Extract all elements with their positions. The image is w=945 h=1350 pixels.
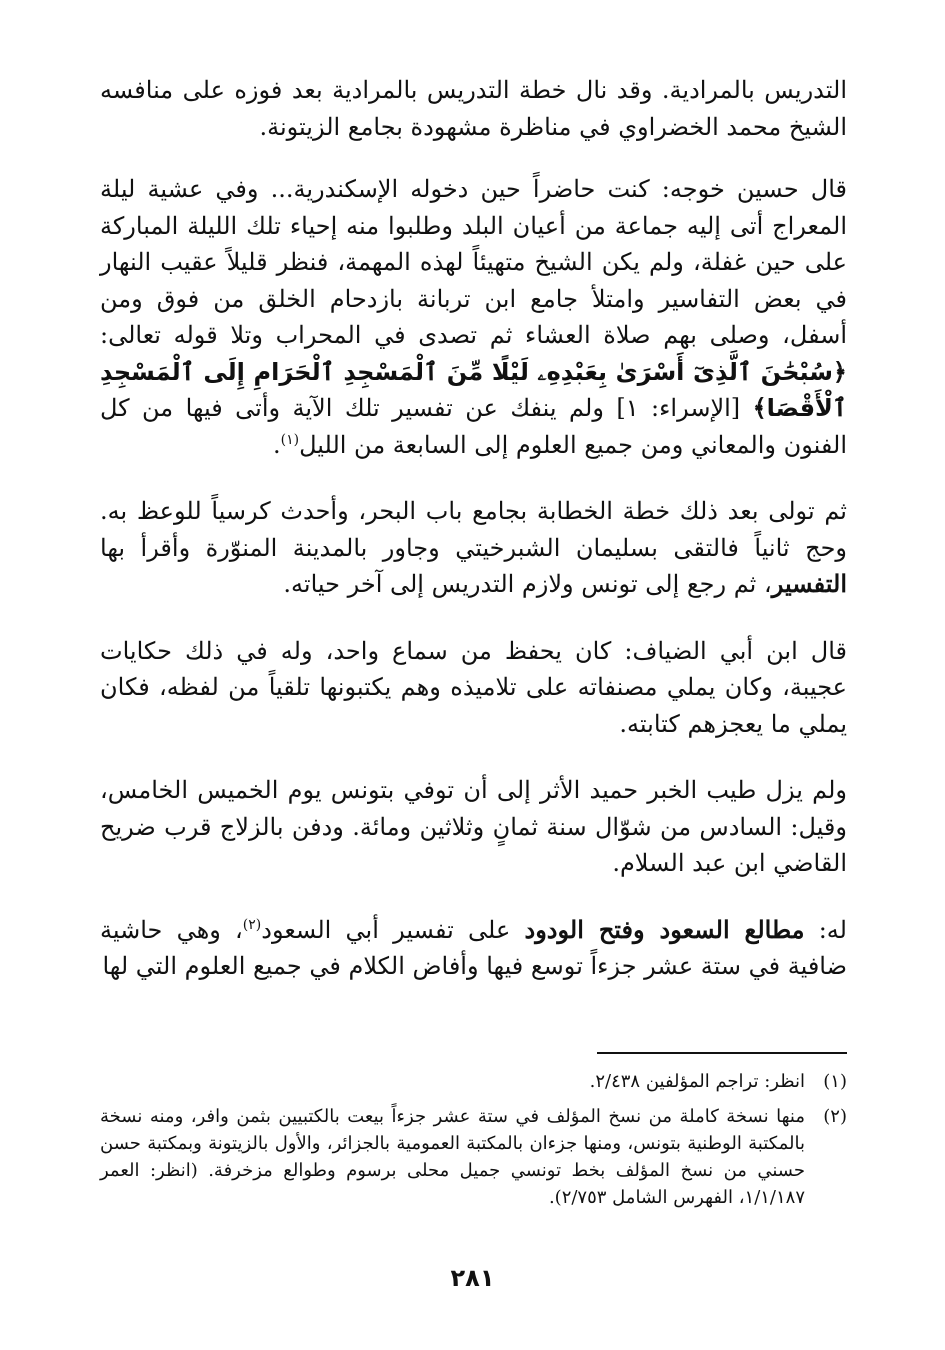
paragraph-2-intro: قال حسين خوجه: كنت حاضراً حين دخوله الإسكندرية... وفي عشية ليلة المعراج أتى إليه جماعة من أعيان البلد وطلبوا منه إحياء تلك الليلة المباركة على حين غفلة، ولم يكن الشيخ متهيئاً لهذه المهمة، فنظر قليلاً عقيب النهار في بعض التفاسير وامتلأ جامع ابن تربانة بازدحام الخلق من فوق ومن أسفل، وصلى بهم صلاة العشاء ثم تصدى في المحراب وتلا قوله تعالى:: [100, 175, 847, 349]
paragraph-6-middle: على تفسير أبي السعود: [261, 915, 511, 944]
footnote-ref-1: (١): [280, 431, 300, 448]
footnote-1-text: انظر: تراجم المؤلفين ٢/٤٣٨.: [589, 1071, 805, 1092]
footnote-2: [100, 1103, 847, 1211]
footnote-divider: [597, 1052, 847, 1054]
footnote-1-number: (١): [823, 1071, 847, 1092]
book-title: مطالع السعود وفتح الودود: [524, 914, 805, 944]
paragraph-6-prefix: له:: [818, 915, 847, 944]
paragraph-6-rest: ، وهي حاشية ضافية في ستة عشر جزءاً توسع فيها وأفاض الكلام في جميع العلوم التي لها: [100, 915, 847, 980]
paragraph-3: [100, 493, 847, 603]
paragraph-5: ولم يزل طيب الخبر حميد الأثر إلى أن توفي بتونس يوم الخميس الخامس، وقيل: السادس من شوّال سنة ثمانٍ وثلاثين ومائة. ودفن بالزلاج قرب ضريح القاضي ابن عبد السلام.: [100, 776, 847, 877]
footnotes: [100, 1068, 847, 1219]
paragraph-6: [100, 912, 847, 985]
page-body: [100, 72, 847, 1015]
paragraph-2-end: .: [272, 430, 281, 459]
paragraph-4: قال ابن أبي الضياف: كان يحفظ من سماع واحد، وله في ذلك حكايات عجيبة، وكان يملي مصنفاته على تلاميذه وهم يكتبونها تلقياً من لفظه، فكان يملي ما يعجزهم كتابته.: [100, 636, 847, 738]
footnote-2-text: منها نسخة كاملة من نسخ المؤلف في ستة عشر جزءاً بيعت بالكتبيين بثمن وافر، ومنه نسخة بالمكتبة الوطنية بتونس، ومنها جزءان بالمكتبة العمومية بالجزائر، والأول بالزيتونة وبمكتبة حسن حسني من نسخ المؤلف بخط تونسي جميل محلى برسوم وطوالع مزخرفة. (انظر: العمر ١/١/١٨٧، الفهرس الشامل ٢/٧٥٣).: [100, 1106, 805, 1208]
paragraph-3-part-b: ، ثم رجع إلى تونس ولازم التدريس إلى آخر حياته.: [283, 570, 772, 598]
footnote-2-number: (٢): [823, 1106, 847, 1127]
paragraph-1: التدريس بالمرادية. وقد نال خطة التدريس بالمرادية بعد فوزه على منافسه الشيخ محمد الخضراوي في مناظرة مشهودة بجامع الزيتونة.: [100, 76, 847, 141]
paragraph-2-continuation: [الإسراء: ١] ولم ينفك عن تفسير تلك الآية وأتى فيها من كل الفنون والمعاني ومن جميع العلوم إلى السابعة من الليل: [100, 394, 847, 459]
paragraph-2: [100, 171, 847, 463]
quran-verse: ﴿سُبْحَٰنَ ٱلَّذِىٓ أَسْرَىٰ بِعَبْدِهِۦ لَيْلًا مِّنَ ٱلْمَسْجِدِ ٱلْحَرَامِ إِلَى ٱلْمَسْجِدِ ٱلْأَقْصَا﴾: [100, 357, 847, 422]
paragraph-3-part-a: ثم تولى بعد ذلك خطة الخطابة بجامع باب البحر، وأحدث كرسياً للوعظ به. وحج ثانياً فالتقى بسليمان الشبرخيتي وجاور بالمدينة المنوّرة وأقرأ بها: [100, 497, 847, 562]
page-number: ٢٨١: [450, 1264, 495, 1292]
paragraph-3-bold-term: التفسير: [771, 569, 847, 598]
footnote-ref-2: (٢): [242, 916, 262, 933]
footnote-1: [100, 1068, 847, 1095]
